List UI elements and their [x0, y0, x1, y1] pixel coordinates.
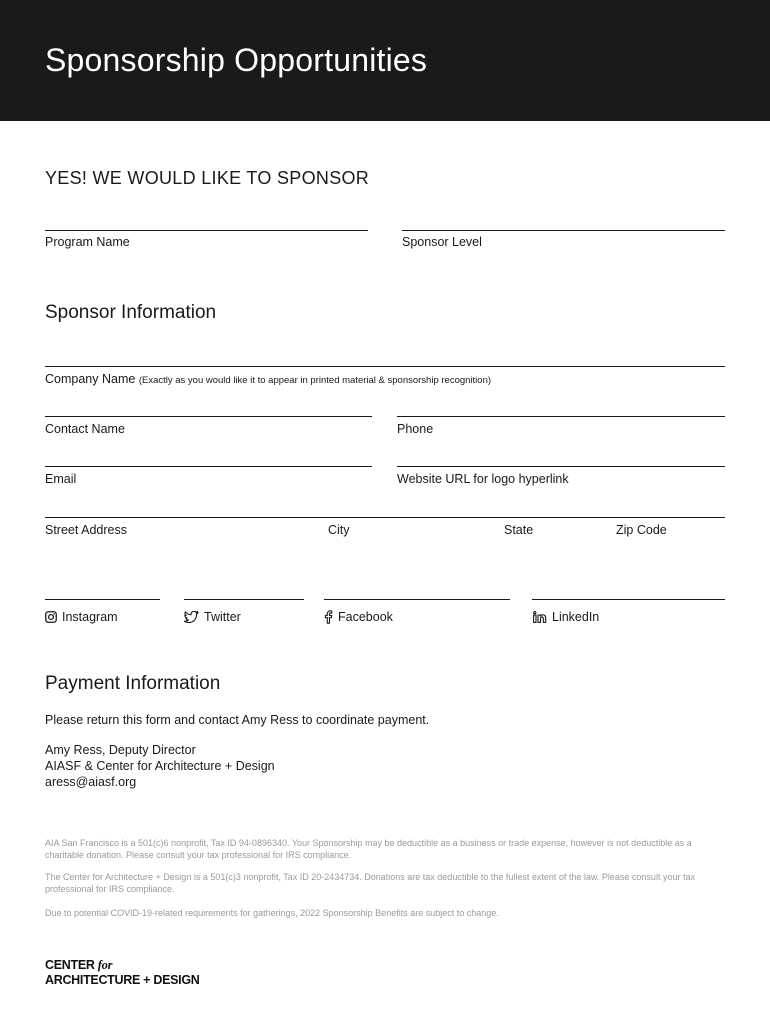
- twitter-label: Twitter: [204, 610, 241, 624]
- linkedin-icon: [533, 611, 547, 623]
- instagram-field[interactable]: [45, 599, 160, 600]
- program-name-label: Program Name: [45, 235, 130, 249]
- linkedin-field[interactable]: [532, 599, 725, 600]
- contact-name-label: Contact Name: [45, 422, 125, 436]
- sponsor-level-label: Sponsor Level: [402, 235, 482, 249]
- logo-line2: ARCHITECTURE + DESIGN: [45, 973, 200, 987]
- company-name-label-group: [45, 372, 491, 386]
- facebook-label: Facebook: [338, 610, 393, 624]
- twitter-icon: [184, 611, 199, 623]
- fine-print-aiasf: AIA San Francisco is a 501(c)6 nonprofit, Tax ID 94-0896340. Your Sponsorship may be deductible as a business or trade expense, however is not deductible as a charitable donation. Please consult your tax professional for IRS compliance.: [45, 838, 692, 860]
- contact-name-field[interactable]: [45, 416, 372, 417]
- page-title: Sponsorship Opportunities: [45, 42, 428, 78]
- linkedin-label-group: [533, 610, 599, 624]
- fine-print-center: The Center for Architecture + Design is a 501(c)3 nonprofit, Tax ID 20-2434734. Donations are tax deductible to the fullest extent of the law. Please consult your tax professional for IRS compliance.: [45, 872, 695, 894]
- facebook-icon: [324, 610, 333, 624]
- address-field[interactable]: [45, 517, 725, 518]
- street-address-label: Street Address: [45, 523, 127, 537]
- facebook-field[interactable]: [324, 599, 510, 600]
- email-label: Email: [45, 472, 77, 486]
- program-name-field[interactable]: [45, 230, 368, 231]
- payment-instruction: Please return this form and contact Amy Ress to coordinate payment.: [45, 713, 430, 727]
- page-header: [0, 0, 770, 121]
- facebook-label-group: [324, 610, 393, 624]
- company-name-note: (Exactly as you would like it to appear in printed material & sponsorship recognition): [138, 375, 492, 386]
- instagram-label-group: [45, 610, 118, 624]
- email-field[interactable]: [45, 466, 372, 467]
- sponsor-info-heading: Sponsor Information: [45, 302, 217, 323]
- zip-code-label: Zip Code: [616, 523, 667, 537]
- phone-field[interactable]: [397, 416, 725, 417]
- payment-contact-name: Amy Ress, Deputy Director: [45, 743, 196, 757]
- instagram-icon: [45, 611, 57, 623]
- twitter-field[interactable]: [184, 599, 304, 600]
- payment-contact-email: aress@aiasf.org: [45, 775, 137, 789]
- logo-line1: CENTER: [45, 958, 95, 972]
- sponsor-intent-heading: YES! WE WOULD LIKE TO SPONSOR: [45, 168, 370, 188]
- linkedin-label: LinkedIn: [552, 610, 600, 624]
- phone-label: Phone: [397, 422, 434, 436]
- website-url-field[interactable]: [397, 466, 725, 467]
- company-name-label: Company Name: [45, 372, 136, 386]
- website-url-label: Website URL for logo hyperlink: [397, 472, 569, 486]
- sponsor-level-field[interactable]: [402, 230, 725, 231]
- city-label: City: [328, 523, 350, 537]
- center-for-architecture-logo: [45, 958, 199, 988]
- payment-info-heading: Payment Information: [45, 673, 221, 694]
- instagram-label: Instagram: [62, 610, 118, 624]
- twitter-label-group: [184, 610, 241, 624]
- payment-contact-org: AIASF & Center for Architecture + Design: [45, 759, 275, 773]
- fine-print-covid: Due to potential COVID-19-related requirements for gatherings, 2022 Sponsorship Benefits are subject to change.: [45, 908, 499, 918]
- logo-for: for: [97, 958, 113, 972]
- state-label: State: [504, 523, 534, 537]
- payment-contact-block: [45, 742, 275, 790]
- company-name-field[interactable]: [45, 366, 725, 367]
